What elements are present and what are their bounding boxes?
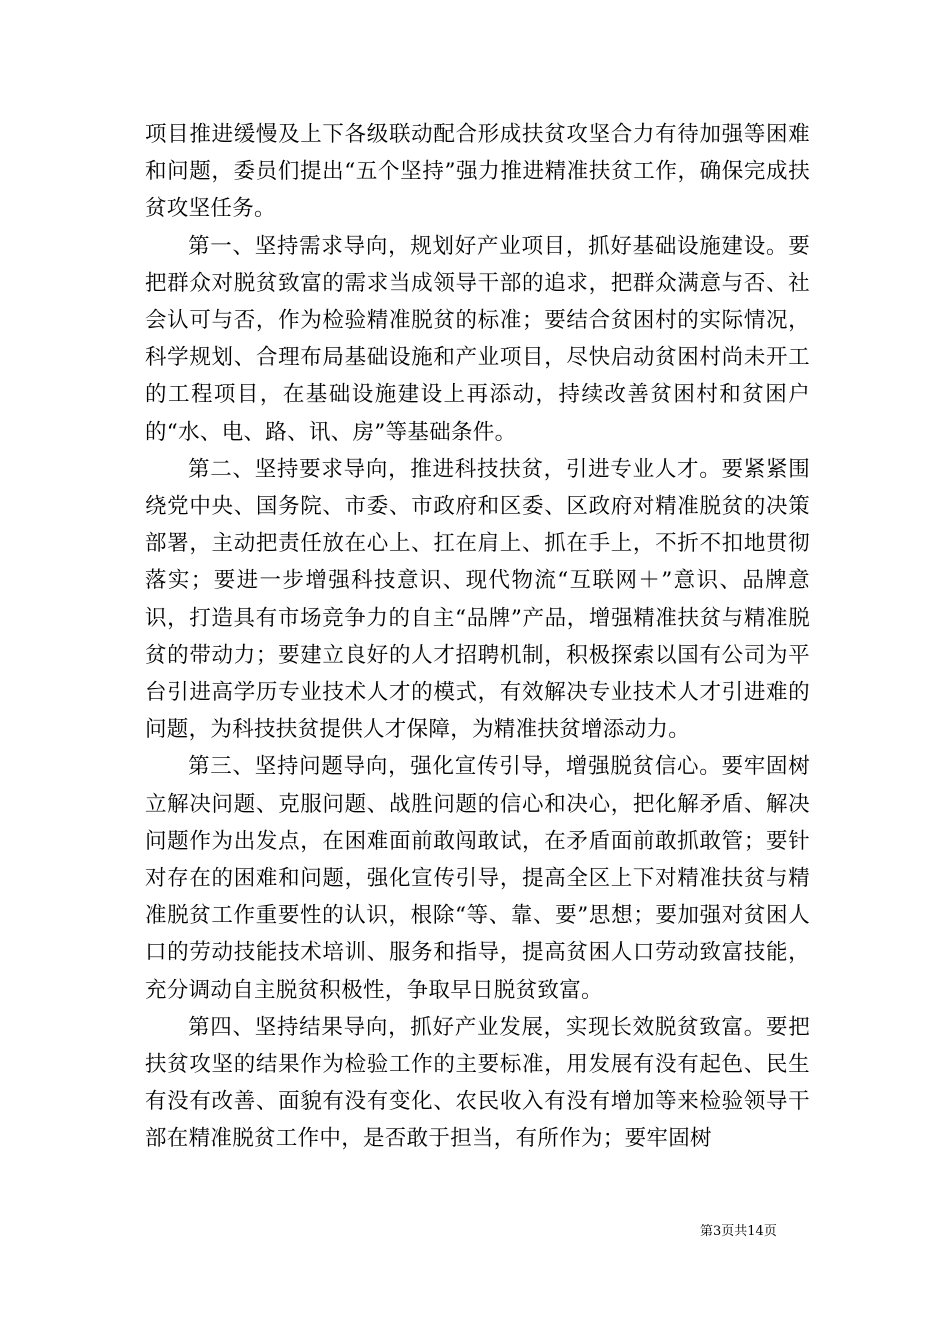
document-body: [145, 116, 810, 1158]
paragraph-first-point: 第一、坚持需求导向，规划好产业项目，抓好基础设施建设。要把群众对脱贫致富的需求当成领导干部的追求，把群众满意与否、社会认可与否，作为检验精准脱贫的标准；要结合贫困村的实际情况，科学规划、合理布局基础设施和产业项目，尽快启动贫困村尚未开工的工程项目，在基础设施建设上再添动，持续改善贫困村和贫困户的“水、电、路、讯、房”等基础条件。: [145, 233, 810, 445]
paragraph-fourth-point: 第四、坚持结果导向，抓好产业发展，实现长效脱贫致富。要把扶贫攻坚的结果作为检验工作的主要标准，用发展有没有起色、民生有没有改善、面貌有没有变化、农民收入有没有增加等来检验领导干部在精准脱贫工作中，是否敢于担当，有所作为；要牢固树: [145, 1014, 810, 1152]
paragraph-second-point: 第二、坚持要求导向，推进科技扶贫，引进专业人才。要紧紧围绕党中央、国务院、市委、市政府和区委、区政府对精准脱贫的决策部署，主动把责任放在心上、扛在肩上、抓在手上，不折不扣地贯彻落实；要进一步增强科技意识、现代物流“互联网＋”意识、品牌意识，打造具有市场竞争力的自主“品牌”产品，增强精准扶贫与精准脱贫的带动力；要建立良好的人才招聘机制，积极探索以国有公司为平台引进高学历专业技术人才的模式，有效解决专业技术人才引进难的问题，为科技扶贫提供人才保障，为精准扶贫增添动力。: [145, 456, 810, 743]
paragraph-continuation: 项目推进缓慢及上下各级联动配合形成扶贫攻坚合力有待加强等困难和问题，委员们提出“五个坚持”强力推进精准扶贫工作，确保完成扶贫攻坚任务。: [145, 122, 810, 222]
page-number: 第3页共14页: [700, 1224, 777, 1239]
paragraph-third-point: 第三、坚持问题导向，强化宣传引导，增强脱贫信心。要牢固树立解决问题、克服问题、战胜问题的信心和决心，把化解矛盾、解决问题作为出发点，在困难面前敢闯敢试，在矛盾面前敢抓敢管；要针对存在的困难和问题，强化宣传引导，提高全区上下对精准扶贫与精准脱贫工作重要性的认识，根除“等、靠、要”思想；要加强对贫困人口的劳动技能技术培训、服务和指导，提高贫困人口劳动致富技能，充分调动自主脱贫积极性，争取早日脱贫致富。: [145, 754, 810, 1003]
